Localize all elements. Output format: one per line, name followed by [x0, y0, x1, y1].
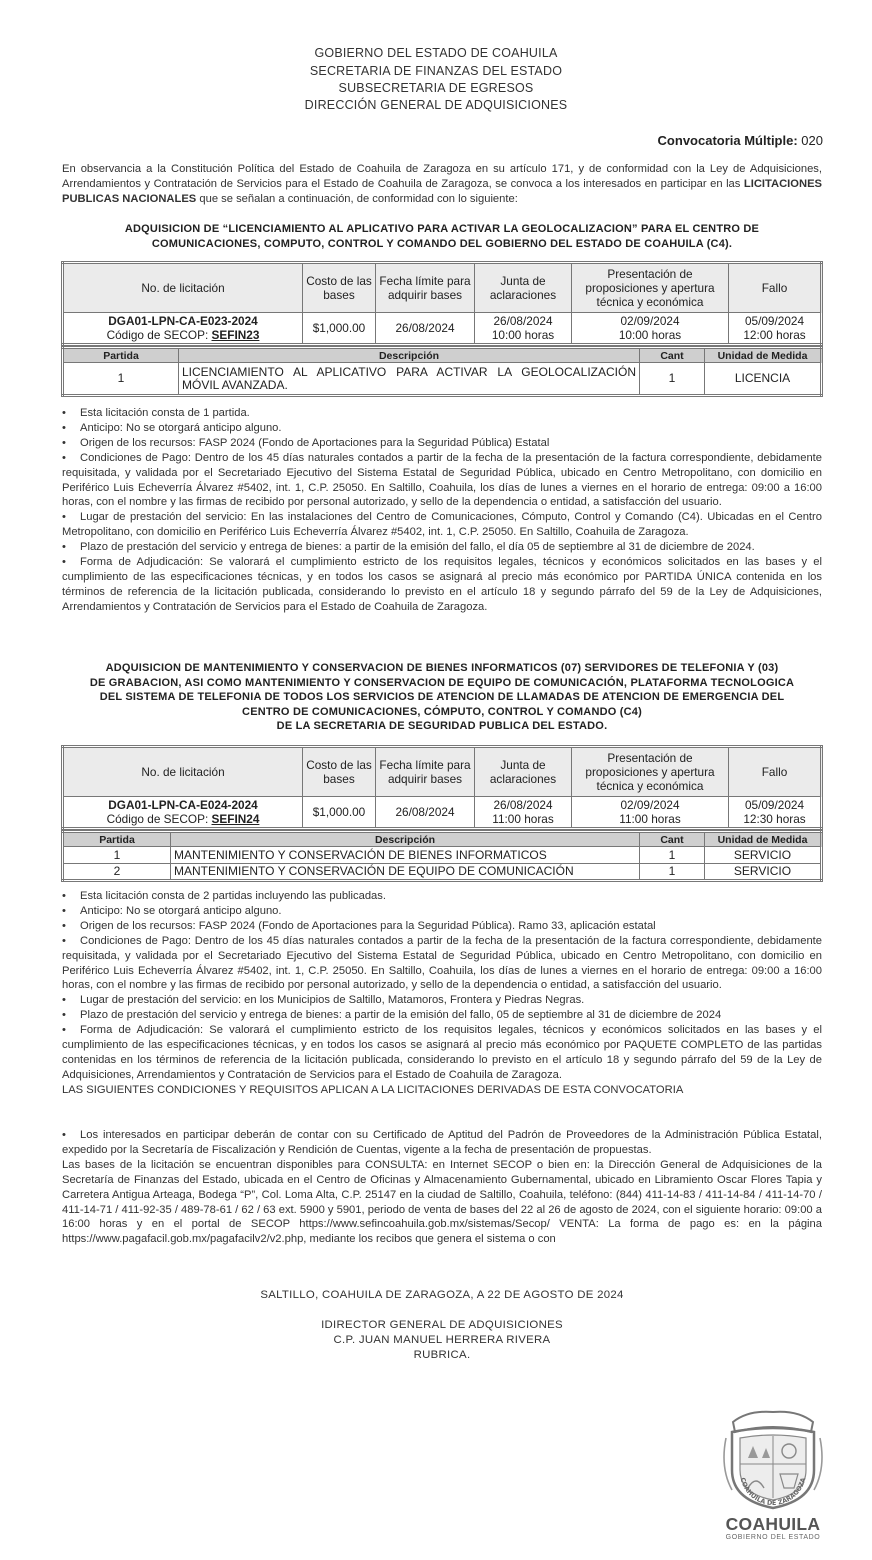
- col-fecha-limite: Fecha límite para adquirir bases: [376, 263, 475, 313]
- list-item: • Forma de Adjudicación: Se valorará el cumplimiento estricto de los requisitos legales, técnicos y económicos solicitados en las bases y el cumplimiento de las especificaciones técnicas, y en todos los casos se asignará al precio más económico por PARTIDA ÚNICA contenida en los términos de referencia de la licitación publicada, considerando lo previsto en el artículo 18 y segundo párrafo del 59 de la Ley de Adquisiciones, Arrendamientos y Contratación de Servicios para el Estado de Coahuila de Zaragoza.: [62, 555, 822, 615]
- section2-conditions: [62, 889, 822, 1098]
- section2-title-line: CENTRO DE COMUNICACIONES, CÓMPUTO, CONTROL Y COMANDO (C4): [242, 705, 642, 718]
- section1-conditions: [62, 406, 822, 615]
- licitacion-number: DGA01-LPN-CA-E023-2024: [108, 314, 258, 328]
- header-secretaria: SECRETARIA DE FINANZAS DEL ESTADO: [309, 64, 563, 78]
- partida-cell: 2: [63, 864, 171, 881]
- intro-text: En observancia a la Constitución Política del Estado de Coahuila de Zaragoza en su artículo 171, y de conformidad con la Ley de Adquisiciones, Arrendamientos y Contratación de Servicios para el Estado de Coahuila de Zaragoza, se convoca a los interesados en participar en las: [62, 163, 822, 190]
- presentacion-date: 02/09/2024: [620, 314, 680, 328]
- col-fecha-limite: Fecha límite para adquirir bases: [376, 747, 475, 797]
- col-descripcion: Descripción: [171, 832, 640, 847]
- junta-time: 10:00 horas: [491, 328, 555, 342]
- list-item: • Condiciones de Pago: Dentro de los 45 días naturales contados a partir de la fecha de la presentación de la factura correspondiente, debidamente requisitada, y validada por el Secretariado Ejecutivo del Sistema Estatal de Seguridad Pública, ubicado en Centro Metropolitano, con domicilio en Periférico Luis Echeverría Álvarez #5402, int. 1, C.P. 25050. En Saltillo, Coahuila, los días de lunes a viernes en el horario de entrega: 09:00 a 16:00 horas, con el nombre y las firmas de recibido por personal autorizado, y sello de la dependencia o entidad, a satisfacción del usuario.: [62, 451, 822, 511]
- list-item: • Esta licitación consta de 1 partida.: [62, 406, 822, 421]
- junta-cell: [475, 797, 572, 829]
- col-junta: Junta de aclaraciones: [475, 747, 572, 797]
- costo-cell: $1,000.00: [303, 313, 376, 345]
- fallo-date: 05/09/2024: [744, 798, 805, 812]
- unidad-cell: LICENCIA: [705, 363, 822, 396]
- list-item: • Anticipo: No se otorgará anticipo alguno.: [62, 904, 822, 919]
- secop-label: Código de SECOP:: [106, 812, 212, 826]
- list-item: • Lugar de prestación del servicio: En las instalaciones del Centro de Comunicaciones, Cómputo, Control y Comando (C4). Ubicadas en el Centro Metropolitano, con domicilio en Periférico Luis Echeverría Álvarez #5402, int. 1, C.P. 25050. En Saltillo, Coahuila de Zaragoza.: [62, 510, 822, 540]
- secop-value: SEFIN23: [211, 328, 260, 342]
- convocatoria-number: [658, 133, 823, 148]
- coat-of-arms-icon: [718, 1408, 828, 1512]
- bases-paragraph: Las bases de la licitación se encuentran disponibles para CONSULTA: en Internet SECOP o bien en: la Dirección General de Adquisiciones de la Secretaría de Finanzas del Estado, ubicada en el Centro de Oficinas y Almacenamiento Gubernamental, ubicado en Libramiento Oscar Flores Tapia y Carretera Antigua Arteaga, Bodega “P”, Col. Loma Alta, C.P. 25147 en la ciudad de Saltillo, Coahuila, teléfono: (844) 411-14-83 / 411-14-84 / 411-14-70 / 411-14-71 / 411-92-35 / 489-78-61 / 62 / 63 ext. 5900 y 5901, periodo de venta de bases del 22 al 26 de agosto de 2024, con el siguiente horario: 09:00 a 16:00 horas y en el portal de SECOP https://www.sefincoahuila.gob.mx/sistemas/Secop/ VENTA: La forma de pago es: en la página https://www.pagafacil.gob.mx/pagafacilv2/v2.php, mediante los recibos que genera el sistema o con: [62, 1158, 822, 1246]
- section1-title-line: ADQUISICION DE “LICENCIAMIENTO AL APLICATIVO PARA ACTIVAR LA GEOLOCALIZACION” PARA EL CENTRO DE: [124, 223, 760, 235]
- signer-role: IDIRECTOR GENERAL DE ADQUISICIONES: [321, 1319, 563, 1331]
- logo-subtitle: GOBIERNO DEL ESTADO: [725, 1534, 821, 1541]
- descripcion-cell: MANTENIMIENTO Y CONSERVACIÓN DE EQUIPO DE COMUNICACIÓN: [171, 864, 640, 881]
- fallo-cell: [729, 313, 822, 345]
- section2-schedule-table: [61, 745, 823, 830]
- list-item: • Condiciones de Pago: Dentro de los 45 días naturales contados a partir de la fecha de la presentación de la factura correspondiente, debidamente requisitada, y validada por el Secretariado Ejecutivo del Sistema Estatal de Seguridad Pública, ubicado en Centro Metropolitano, con domicilio en Periférico Luis Echeverría Álvarez #5402, int. 1, C.P. 25050. En Saltillo, Coahuila, los días de lunes a viernes en el horario de entrega: 09:00 a 16:00 horas, con el nombre y las firmas de recibido por personal autorizado, y sello de la dependencia o entidad, a satisfacción del usuario.: [62, 934, 822, 994]
- licitacion-cell: [63, 797, 303, 829]
- cant-cell: 1: [640, 864, 705, 881]
- section1-title-line: COMUNICACIONES, COMPUTO, CONTROL Y COMANDO DEL GOBIERNO DEL ESTADO DE COAHUILA (C4).: [151, 237, 733, 250]
- col-no-licitacion: No. de licitación: [63, 263, 303, 313]
- section2-title-line: DE LA SECRETARIA DE SEGURIDAD PUBLICA DEL ESTADO.: [276, 720, 608, 732]
- intro-tail: que se señalan a continuación, de conformidad con lo siguiente:: [196, 192, 518, 205]
- licitacion-number: DGA01-LPN-CA-E024-2024: [108, 798, 258, 812]
- fecha-limite-cell: 26/08/2024: [376, 313, 475, 345]
- fecha-limite-cell: 26/08/2024: [376, 797, 475, 829]
- list-item: • Plazo de prestación del servicio y entrega de bienes: a partir de la emisión del fallo, 05 de septiembre al 31 de diciembre de 2024: [62, 1008, 822, 1023]
- seal-text: COAHUILA DE ZARAGOZA: [738, 1476, 808, 1508]
- col-unidad: Unidad de Medida: [705, 348, 822, 363]
- section2-title: [62, 661, 822, 734]
- fallo-date: 05/09/2024: [744, 314, 805, 328]
- secop-code: [67, 328, 299, 342]
- header-government: GOBIERNO DEL ESTADO DE COAHUILA: [314, 46, 558, 60]
- col-fallo: Fallo: [729, 747, 822, 797]
- col-cant: Cant: [640, 348, 705, 363]
- table-row: [63, 313, 822, 345]
- list-item: • Anticipo: No se otorgará anticipo alguno.: [62, 421, 822, 436]
- descripcion-cell: MANTENIMIENTO Y CONSERVACIÓN DE BIENES INFORMATICOS: [171, 847, 640, 864]
- section2-title-line: DE GRABACION, ASI COMO MANTENIMIENTO Y CONSERVACION DE EQUIPO DE COMUNICACIÓN, PLATAFORMA TECNOLOGICA: [89, 676, 795, 689]
- col-costo: Costo de las bases: [303, 747, 376, 797]
- unidad-cell: SERVICIO: [705, 864, 822, 881]
- section1-title: [62, 222, 822, 251]
- unidad-cell: SERVICIO: [705, 847, 822, 864]
- table-row: [63, 864, 822, 881]
- presentacion-date: 02/09/2024: [620, 798, 680, 812]
- presentacion-cell: [572, 797, 729, 829]
- fallo-time: 12:00 horas: [743, 328, 806, 342]
- costo-cell: $1,000.00: [303, 797, 376, 829]
- list-item: • Lugar de prestación del servicio: en los Municipios de Saltillo, Matamoros, Frontera y Piedras Negras.: [62, 993, 822, 1008]
- fallo-time: 12:30 horas: [743, 812, 806, 826]
- intro-paragraph: [62, 162, 822, 206]
- section2-title-line: DEL SISTEMA DE TELEFONIA DE TODOS LOS SERVICIOS DE ATENCION DE LLAMADAS DE ATENCION DE EMERGENCIA DEL: [99, 691, 785, 703]
- list-item: • Plazo de prestación del servicio y entrega de bienes: a partir de la emisión del fallo, el día 05 de septiembre al 31 de diciembre de 2024.: [62, 540, 822, 555]
- list-item: • Origen de los recursos: FASP 2024 (Fondo de Aportaciones para la Seguridad Pública) Estatal: [62, 436, 822, 451]
- col-unidad: Unidad de Medida: [705, 832, 822, 847]
- list-item: • Los interesados en participar deberán de contar con su Certificado de Aptitud del Padrón de Proveedores de la Administración Pública Estatal, expedido por la Secretaría de Fiscalización y Rendición de Cuentas, vigente a la fecha de presentación de propuestas.: [62, 1128, 822, 1158]
- list-item: • Origen de los recursos: FASP 2024 (Fondo de Aportaciones para la Seguridad Pública). Ramo 33, aplicación estatal: [62, 919, 822, 934]
- presentacion-time: 10:00 horas: [618, 328, 682, 342]
- rubrica: RUBRICA.: [413, 1349, 471, 1361]
- table-row: [63, 797, 822, 829]
- junta-date: 26/08/2024: [493, 798, 553, 812]
- place-date: SALTILLO, COAHUILA DE ZARAGOZA, A 22 DE AGOSTO DE 2024: [260, 1289, 624, 1301]
- descripcion-cell: LICENCIAMIENTO AL APLICATIVO PARA ACTIVAR LA GEOLOCALIZACIÓN MÓVIL AVANZADA.: [179, 363, 640, 396]
- licitacion-cell: [63, 313, 303, 345]
- col-no-licitacion: No. de licitación: [63, 747, 303, 797]
- partida-cell: 1: [63, 363, 179, 396]
- col-presentacion: Presentación de proposiciones y apertura técnica y económica: [572, 747, 729, 797]
- secop-label: Código de SECOP:: [106, 328, 212, 342]
- presentacion-cell: [572, 313, 729, 345]
- table-row: [63, 363, 822, 396]
- partida-cell: 1: [63, 847, 171, 864]
- intro-bold: LICITACIONES PUBLICAS NACIONALES: [62, 177, 822, 205]
- general-conditions: [62, 1128, 822, 1247]
- col-costo: Costo de las bases: [303, 263, 376, 313]
- cant-cell: 1: [640, 363, 705, 396]
- coahuila-logo: [718, 1408, 828, 1548]
- section1-partidas-table: [61, 346, 823, 397]
- junta-cell: [475, 313, 572, 345]
- col-partida: Partida: [63, 832, 171, 847]
- list-item: • Esta licitación consta de 2 partidas incluyendo las publicadas.: [62, 889, 822, 904]
- cant-cell: 1: [640, 847, 705, 864]
- closing-line: LAS SIGUIENTES CONDICIONES Y REQUISITOS APLICAN A LA LICITACIONES DERIVADAS DE ESTA CONVOCATORIA: [62, 1083, 684, 1096]
- logo-wordmark: COAHUILA: [725, 1514, 821, 1534]
- col-descripcion: Descripción: [179, 348, 640, 363]
- table-row: [63, 847, 822, 864]
- section2-title-line: ADQUISICION DE MANTENIMIENTO Y CONSERVACION DE BIENES INFORMATICOS (07) SERVIDORES DE TELEFONIA Y (03): [105, 662, 779, 674]
- fallo-cell: [729, 797, 822, 829]
- presentacion-time: 11:00 horas: [619, 812, 681, 826]
- convocatoria-label: Convocatoria Múltiple:: [657, 133, 798, 148]
- section2-partidas-table: [61, 830, 823, 882]
- col-fallo: Fallo: [729, 263, 822, 313]
- secop-value: SEFIN24: [211, 812, 260, 826]
- section1-schedule-table: [61, 261, 823, 346]
- list-item: • Forma de Adjudicación: Se valorará el cumplimiento estricto de los requisitos legales, técnicos y económicos solicitados en las bases y el cumplimiento de las especificaciones técnicas, y en todos los casos se asignará al precio más económico por PAQUETE COMPLETO de las partidas contenidas en los términos de referencia de la licitación publicada, considerando lo previsto en el artículo 18 y segundo párrafo del 59 de la Ley de Adquisiciones, Arrendamientos y Contratación de Servicios para el Estado de Coahuila de Zaragoza.: [62, 1023, 822, 1083]
- col-junta: Junta de aclaraciones: [475, 263, 572, 313]
- col-partida: Partida: [63, 348, 179, 363]
- col-cant: Cant: [640, 832, 705, 847]
- col-presentacion: Presentación de proposiciones y apertura técnica y económica: [572, 263, 729, 313]
- secop-code: [67, 812, 299, 826]
- signer-name: C.P. JUAN MANUEL HERRERA RIVERA: [333, 1334, 551, 1346]
- convocatoria-value: 020: [801, 133, 823, 148]
- header-direccion: DIRECCIÓN GENERAL DE ADQUISICIONES: [304, 98, 568, 112]
- header-subsecretaria: SUBSECRETARIA DE EGRESOS: [338, 81, 534, 95]
- junta-time: 11:00 horas: [492, 812, 554, 826]
- junta-date: 26/08/2024: [493, 314, 553, 328]
